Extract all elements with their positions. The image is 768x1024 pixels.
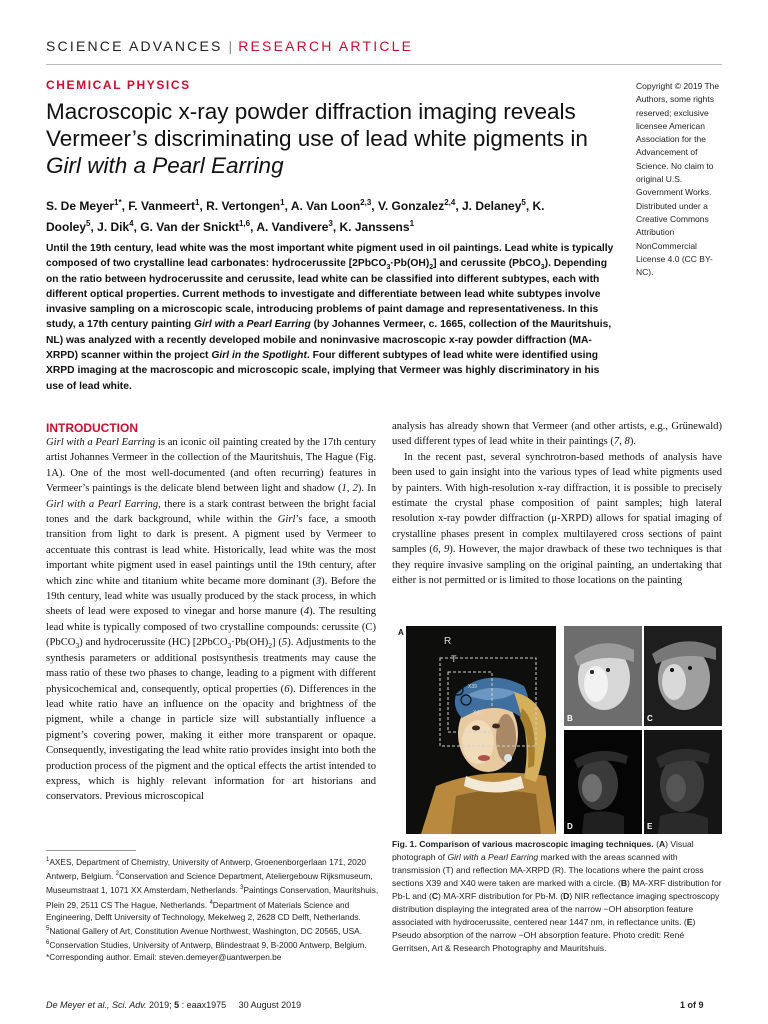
body-text: analysis has already shown that Vermeer (and other artists, e.g., Grünewald) used different types of lead white in their paintings ( bbox=[392, 421, 722, 448]
pseudo-absorption-map bbox=[644, 730, 722, 834]
caption-text: ) Visual photograph of bbox=[392, 839, 694, 862]
article-type: RESEARCH ARTICLE bbox=[238, 38, 414, 54]
italic-text: Girl with a Pearl Earring bbox=[46, 498, 159, 510]
author-name[interactable]: K. Dooley bbox=[46, 199, 545, 234]
panel-label-c: C bbox=[647, 714, 653, 723]
body-text: ] ( bbox=[272, 637, 282, 649]
body-text: ). In bbox=[357, 483, 376, 495]
figure-panel-d bbox=[564, 730, 642, 834]
author-name[interactable]: G. Van der Snickt bbox=[140, 220, 239, 234]
paragraph bbox=[46, 435, 376, 805]
body-text: In the recent past, several synchrotron-based methods of analysis have been used to gain insight into the various types of lead white pigments used by painters. With high-resolution x-ray diffraction, it is possible to precisely estimate the crystal phase composition of paint samples; high lateral resolution x-ray powder diffraction (μ-XRPD) allows for spatial imaging of crystalline phases present in complex multilayered cross sections of paint samples ( bbox=[392, 451, 722, 556]
subscript: 2 bbox=[268, 641, 273, 651]
caption-panel-ref: D bbox=[563, 891, 570, 901]
subscript: 3 bbox=[386, 264, 391, 272]
abstract-text: Until the 19th century, lead white was the most important white pigment used in oil paintings. Lead white is typically composed of two crystalline lead carbonates: hydrocerussite [2PbCO bbox=[46, 243, 614, 270]
header-rule bbox=[46, 64, 722, 65]
abstract-text: . Four different subtypes of lead white were identified using XRPD imaging at the macroscopic and microscopic scale, implying that Vermeer was highly discriminatory in his use of lead white. bbox=[46, 350, 600, 392]
caption-text: ) NIR reflectance imaging spectroscopy distribution displaying the integrated area of the narrow −OH absorption feature associated with hydrocerussite, centered near 1447 nm, in reflectance units. ( bbox=[392, 891, 720, 927]
title-italic: Girl with a Pearl Earring bbox=[46, 153, 284, 178]
subscript: 3 bbox=[540, 264, 545, 272]
body-text: ). However, the major drawback of these two techniques is that they require invasive sampling on the original painting, an undertaking that either is not permitted or is limited to those locations on the painting bbox=[392, 544, 723, 587]
caption-text: ) MA-XRF distribution for Pb-L and ( bbox=[392, 878, 722, 901]
journal-name: SCIENCE ADVANCES bbox=[46, 38, 223, 54]
author-affiliation: 1* bbox=[114, 198, 122, 207]
abstract-text: ). Depending on the ratio between hydrocerussite and cerussite, lead white can be classified into different subtypes, each with different optical properties. Current methods to investigate and differentiate between lead white subtypes involve invasive sampling on a microscopic scale, introducing problems of paint damage and representativeness. In this study, a 17th century painting bbox=[46, 258, 608, 331]
xrf-pb-l-map bbox=[564, 626, 642, 726]
figure-panel-e bbox=[644, 730, 722, 834]
author-name[interactable]: J. Delaney bbox=[462, 199, 522, 213]
ref-link[interactable]: 3 bbox=[315, 575, 322, 587]
author-name[interactable]: A. Vandivere bbox=[256, 220, 329, 234]
ref-link[interactable]: 9 bbox=[444, 544, 450, 556]
caption-italic: Girl with a Pearl Earring bbox=[447, 852, 539, 862]
body-text: ). bbox=[629, 436, 636, 448]
author-name[interactable]: F. Vanmeert bbox=[128, 199, 195, 213]
affiliation-number: 6 bbox=[46, 940, 50, 947]
body-text: , bbox=[438, 544, 444, 556]
ref-link[interactable]: 7 bbox=[613, 436, 620, 448]
subscript: 3 bbox=[227, 641, 232, 651]
author-affiliation: 5 bbox=[86, 219, 91, 228]
caption-title: Fig. 1. Comparison of various macroscopic imaging techniques. bbox=[392, 839, 654, 849]
caption-panel-ref: A bbox=[658, 839, 666, 849]
affiliation-number: 3 bbox=[240, 885, 244, 892]
ref-link[interactable]: 1 bbox=[341, 483, 347, 495]
author-name[interactable]: A. Van Loon bbox=[290, 199, 361, 213]
figure-panel-b bbox=[564, 626, 642, 726]
section-heading-introduction: INTRODUCTION bbox=[46, 421, 138, 435]
section-label: CHEMICAL PHYSICS bbox=[46, 78, 191, 92]
body-column-left bbox=[46, 435, 376, 805]
caption-text: ) Pseudo absorption of the narrow −OH absorption feature. Photo credit: René Gerritsen, Art & Research Photography and Mauritshuis. bbox=[392, 917, 696, 953]
copyright-notice: Copyright © 2019 The Authors, some rights reserved; exclusive licensee American Association for the Advancement of Science. No claim to original U.S. Government Works. Distributed under a Creative Commons Attribution NonCommercial License 4.0 (CC BY-NC). bbox=[636, 81, 720, 278]
caption-text: ) MA-XRF distribution for Pb-M. ( bbox=[438, 891, 564, 901]
affiliation-text: Conservation Studies, University of Antwerp, Blindestraat 9, B-2000 Antwerp, Belgium. bbox=[49, 940, 367, 951]
author-name[interactable]: K. Janssens bbox=[339, 220, 410, 234]
sample-label-x40: X40 bbox=[473, 710, 482, 716]
scan-label-t: T bbox=[451, 654, 457, 664]
abstract-italic: Girl with a Pearl Earring bbox=[194, 319, 311, 331]
affiliation-number: 1 bbox=[46, 857, 50, 863]
page-number: 1 of 9 bbox=[680, 1000, 704, 1010]
author-affiliation: 5 bbox=[521, 198, 526, 207]
body-text: , there is a stark contrast between the bright facial tones and the dark background, while within the bbox=[46, 498, 376, 526]
author-list: S. De Meyer$^{1*}$, F. Vanmeert$^1$, R. Vertongen$^1$, A. Van Loon$^{2,3}$, V. Gonzalez$^{2,4}$, J. Delaney$^5$, K. Dooley$^5$, J. Dik$^4$, G. Van der Snickt$^{1,6}$, A. Vandivere$^3$, K. Janssens$^1$ bbox=[46, 198, 545, 234]
body-text: ’s face, a smooth transition from light to dark is present. A pigment used by Vermeer to accentuate this contrast is lead white. Historically, lead white was the most important white pigment used in easel paintings until the 19th century, after which zinc white and titanium white became more dominant ( bbox=[46, 514, 376, 587]
ref-link[interactable]: 6 bbox=[284, 683, 290, 695]
abstract-text: ] and cerussite (PbCO bbox=[433, 258, 541, 270]
affiliation-text: National Gallery of Art, Constitution Avenue Northwest, Washington, DC 20565, USA. bbox=[49, 925, 363, 936]
author-affiliation: 1 bbox=[194, 198, 200, 207]
abstract-italic: Girl in the Spotlight bbox=[211, 350, 307, 362]
xrf-pb-m-map bbox=[644, 626, 722, 726]
body-text: ·Pb(OH) bbox=[231, 637, 269, 649]
subscript: 2 bbox=[429, 264, 434, 272]
paragraph bbox=[392, 419, 722, 450]
title-text: Macroscopic x-ray powder diffraction imaging reveals Vermeer’s discriminating use of lead white pigments in bbox=[46, 99, 588, 151]
affiliations bbox=[46, 854, 380, 964]
affiliation-number: 5 bbox=[46, 926, 50, 933]
footnote-rule bbox=[46, 850, 136, 851]
caption-panel-ref: C bbox=[431, 891, 439, 901]
paragraph bbox=[392, 450, 722, 589]
ref-link[interactable]: 4 bbox=[303, 606, 310, 618]
footer-text: : eaax1975 30 August 2019 bbox=[179, 1000, 302, 1010]
affiliation-text: Department of Materials Science and Engineering, Delft University of Technology, Mekelweg 2, 2628 CD Delft, Netherlands. bbox=[46, 899, 361, 922]
body-text: ) and hydrocerussite (HC) [2PbCO bbox=[79, 637, 228, 649]
body-column-right bbox=[392, 419, 722, 588]
figure-panel-a bbox=[396, 626, 562, 834]
footer-text: 2019; bbox=[146, 1000, 175, 1010]
author-affiliation: 2,4 bbox=[444, 198, 456, 207]
author-affiliation: 1,6 bbox=[238, 219, 251, 228]
panel-label-e: E bbox=[647, 822, 653, 831]
footer-volume: 5 bbox=[174, 1000, 180, 1010]
caption-text: marked with the areas scanned with transmission (T) and reflection MA-XRPD (R). The locations where the paint cross sections X39 and X40 were taken are marked with a circle. ( bbox=[392, 852, 704, 888]
abstract-text: ·Pb(OH) bbox=[390, 258, 430, 270]
affiliation-number: 4 bbox=[209, 899, 213, 906]
italic-text: Girl bbox=[277, 514, 296, 526]
author-name[interactable]: R. Vertongen bbox=[206, 199, 281, 213]
body-text: ). Differences in the lead white ratio have an influence on the opacity and brightness of the pigment, while a change in particle size will substantially influence a pigment’s covering power, making it either more transparent or opaque. Consequently, investigating the lead white ratio provides insight into both the production process of the pigment and the optical effects the artist intended to express, which is highly relevant information for art historians and conservators. Previous microscopical bbox=[46, 683, 376, 803]
italic-text: Girl with a Pearl Earring bbox=[46, 437, 156, 448]
author-name[interactable]: V. Gonzalez bbox=[377, 199, 445, 213]
author-affiliation: 3 bbox=[328, 219, 333, 228]
author-name[interactable]: S. De Meyer bbox=[46, 199, 115, 213]
author-name[interactable]: J. Dik bbox=[97, 220, 130, 234]
ref-link[interactable]: 2 bbox=[352, 483, 358, 495]
panel-label-b: B bbox=[567, 714, 573, 723]
body-text: is an iconic oil painting created by the 17th century artist Johannes Vermeer in the collection of the Mauritshuis, The Hague (Fig. 1A). One of the most well-documented (and often recurring) features in Vermeer’s paintings is the delicate blend between light and shadow ( bbox=[46, 437, 376, 495]
journal-header bbox=[46, 38, 413, 54]
ref-link[interactable]: 6 bbox=[432, 544, 439, 556]
figure-1 bbox=[396, 626, 722, 834]
abstract bbox=[46, 241, 614, 394]
caption-text: ( bbox=[653, 839, 659, 849]
figure-panel-c bbox=[644, 626, 722, 726]
author-affiliation: 2,3 bbox=[360, 198, 372, 207]
footer-citation bbox=[46, 1000, 301, 1010]
ref-link[interactable]: 8 bbox=[624, 436, 630, 448]
affiliation-number: 2 bbox=[115, 871, 119, 878]
author-affiliation: 1 bbox=[280, 198, 285, 207]
body-text: , bbox=[346, 483, 353, 495]
ref-link[interactable]: 5 bbox=[281, 637, 288, 649]
caption-panel-ref: E bbox=[686, 917, 693, 927]
body-text: ). The resulting lead white is typically composed of two crystalline compounds: cerussite (C) (PbCO bbox=[46, 606, 376, 649]
author-affiliation: 1 bbox=[409, 219, 415, 228]
author-affiliation: 4 bbox=[129, 219, 134, 228]
body-text: ). Before the 19th century, lead white was usually produced by the stack process, in which sheets of lead were exposed to vinegar and horse manure ( bbox=[46, 575, 377, 618]
body-text: ). Adjustments to the synthesis parameters or additional postsynthesis treatments may cause the mass ratio of these two phases to change, leading to a pigment with different physicochemical and, consequently, optical properties ( bbox=[46, 637, 376, 695]
caption-panel-ref: B bbox=[620, 878, 628, 888]
corresponding-author[interactable]: *Corresponding author. Email: steven.demeyer@uantwerpen.be bbox=[46, 952, 282, 963]
footer-authors: De Meyer et al., Sci. Adv. bbox=[46, 1000, 147, 1010]
painting-photo bbox=[396, 626, 562, 834]
affiliation-text: Conservation and Science Department, Ateliergebouw Rijksmuseum, Museumstraat 1, 1071 XX Amsterdam, Netherlands. bbox=[46, 870, 373, 896]
affiliation-text: Paintings Conservation, Mauritshuis, Plein 29, 2511 CS The Hague, Netherlands. bbox=[46, 885, 379, 910]
body-text: , bbox=[619, 436, 625, 448]
panel-label-a: A bbox=[398, 628, 404, 637]
subscript: 3 bbox=[75, 641, 80, 651]
article-title bbox=[46, 98, 606, 179]
figure-caption bbox=[392, 838, 724, 955]
header-separator: | bbox=[228, 38, 233, 54]
nir-reflectance-map bbox=[564, 730, 642, 834]
affiliation-text: AXES, Department of Chemistry, University of Antwerp, Groenenborgerlaan 171, 2020 Antwerp, Belgium. bbox=[46, 856, 367, 881]
abstract-text: (by Johannes Vermeer, c. 1665, collection of the Mauritshuis, NL) was analyzed with a recently developed mobile and noninvasive macroscopic x-ray powder diffraction (MA-XRPD) scanner within the project bbox=[46, 319, 612, 362]
scan-label-r: R bbox=[444, 636, 452, 647]
panel-label-d: D bbox=[567, 822, 573, 831]
sample-label-x39: X39 bbox=[468, 684, 477, 690]
